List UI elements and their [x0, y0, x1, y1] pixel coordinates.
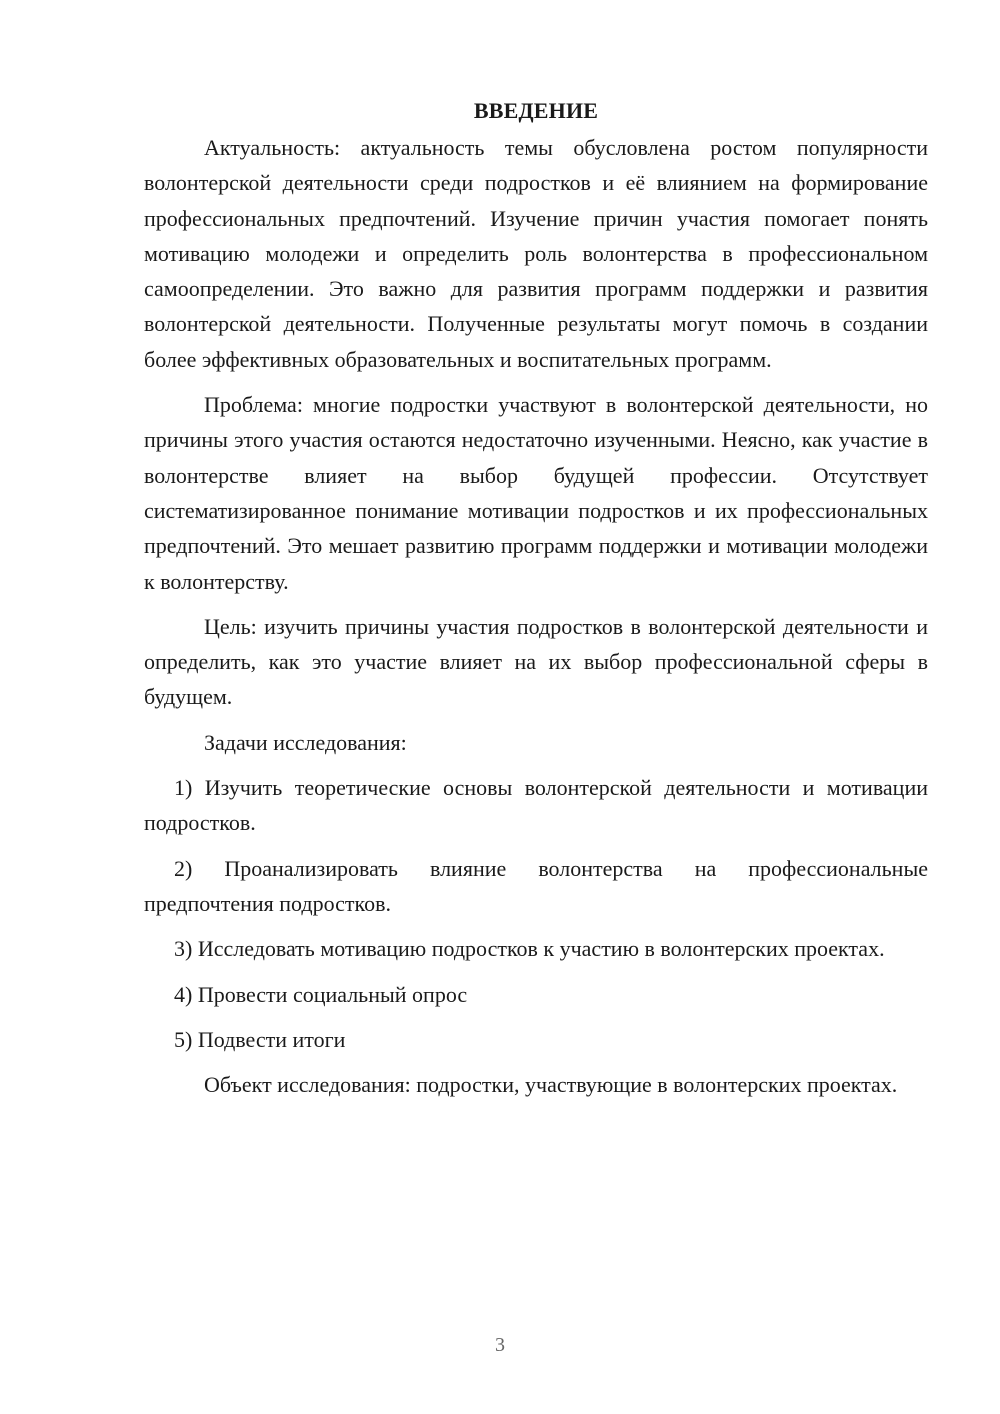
task-item-2: 2) Проанализировать влияние волонтерства на профессиональные предпочтения подростков.	[144, 855, 928, 916]
tasks-heading: Задачи исследования:	[204, 729, 407, 755]
task-item-3: 3) Исследовать мотивацию подростков к участию в волонтерских проектах.	[174, 936, 885, 962]
paragraph-relevance: Актуальность: актуальность темы обусловлена ростом популярности волонтерской деятельности среди подростков и её влиянием на формирование профессиональных предпочтений. Изучение причин участия помогает понять мотивацию молодежи и определить роль волонтерства в профессиональном самоопределении. Это важно для развития программ поддержки и развития волонтерской деятельности. Полученные результаты могут помочь в создании более эффективных образовательных и воспитательных программ.	[144, 135, 928, 372]
task-item-4: 4) Провести социальный опрос	[174, 981, 468, 1007]
paragraph-object: Объект исследования: подростки, участвующие в волонтерских проектах.	[204, 1072, 898, 1098]
task-item-1: 1) Изучить теоретические основы волонтерской деятельности и мотивации подростков.	[144, 775, 928, 836]
page-number: 3	[495, 1334, 505, 1356]
document-page	[144, 96, 928, 1112]
section-heading: ВВЕДЕНИЕ	[473, 98, 599, 123]
task-item-5: 5) Подвести итоги	[174, 1026, 346, 1052]
paragraph-goal: Цель: изучить причины участия подростков в волонтерской деятельности и определить, как это участие влияет на их выбор профессиональной сферы в будущем.	[144, 613, 928, 710]
paragraph-problem: Проблема: многие подростки участвуют в волонтерской деятельности, но причины этого участия остаются недостаточно изученными. Неясно, как участие в волонтерстве влияет на выбор будущей профессии. Отсутствует систематизированное понимание мотивации подростков и их профессиональных предпочтений. Это мешает развитию программ поддержки и мотивации молодежи к волонтерству.	[144, 392, 928, 594]
